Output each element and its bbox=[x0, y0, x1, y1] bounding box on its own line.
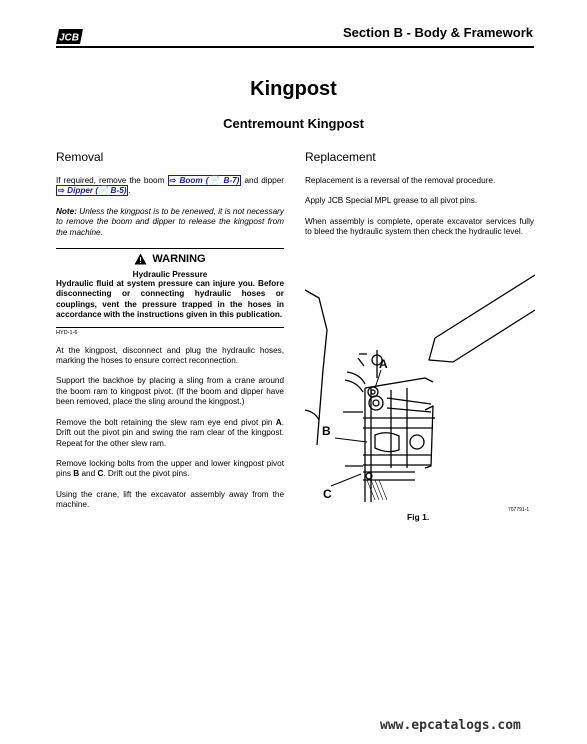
pin-b-ref: B bbox=[73, 469, 80, 479]
pin-c-ref: C bbox=[97, 469, 104, 479]
removal-step-lift: Using the crane, lift the excavator assembly away from the machine. bbox=[56, 489, 284, 510]
warning-topic: Hydraulic Pressure bbox=[132, 270, 208, 280]
page-subtitle: Centremount Kingpost bbox=[223, 116, 364, 131]
figure-caption: Fig 1. bbox=[407, 512, 430, 522]
replacement-step-grease: Apply JCB Special MPL grease to all pivot pins. bbox=[305, 196, 478, 206]
header-rule bbox=[56, 46, 534, 48]
link-arrow-icon: ⇨ bbox=[169, 176, 177, 185]
warning-triangle-icon bbox=[134, 253, 147, 265]
dipper-link[interactable]: ⇨ Dipper (📄 B-5) bbox=[58, 186, 127, 196]
warning-banner bbox=[56, 248, 284, 265]
removal-heading: Removal bbox=[56, 150, 104, 164]
warning-label: WARNING bbox=[152, 253, 206, 266]
replacement-step-reversal: Replacement is a reversal of the removal procedure. bbox=[305, 176, 496, 185]
figure-label-b: B bbox=[322, 424, 331, 438]
warning-code: HYD-1-6 bbox=[56, 329, 78, 336]
removal-column bbox=[56, 150, 284, 521]
footer-watermark: www.epcatalogs.com bbox=[380, 718, 521, 733]
figure-code: 707791-1 bbox=[508, 507, 530, 513]
section-title: Section B - Body & Framework bbox=[343, 25, 533, 40]
removal-step-sling: Support the backhoe by placing a sling from a crane around the boom ram to kingpost pivot. (If the boom and dipper have been removed, place the sling around the kingpost.) bbox=[56, 376, 284, 407]
removal-step-hoses: At the kingpost, disconnect and plug the hydraulic hoses, marking the hoses to ensure correct reconnection. bbox=[56, 345, 284, 366]
link-arrow-icon: ⇨ bbox=[58, 186, 65, 196]
replacement-column bbox=[305, 150, 534, 248]
replacement-heading: Replacement bbox=[305, 150, 376, 164]
removal-note: Note: Unless the kingpost is to be renewed, it is not necessary to remove the boom and dipper to release the kingpost from the machine. bbox=[56, 206, 284, 237]
figure-label-a: A bbox=[379, 357, 388, 371]
boom-link[interactable]: ⇨ Boom (📄 B-7) bbox=[169, 176, 240, 185]
removal-step-remove-boom: If required, remove the boom ⇨ Boom (📄 B-7) and dipper ⇨ Dipper (📄 B-5) . bbox=[56, 176, 284, 196]
warning-body: Hydraulic fluid at system pressure can injure you. Before disconnecting or connecting hydraulic hoses or couplings, vent the pressure trapped in the hoses in accordance with the instructions given in this publication. bbox=[56, 279, 284, 328]
page-title: Kingpost bbox=[250, 78, 337, 100]
pin-a-ref: A bbox=[275, 417, 282, 427]
svg-text:JCB: JCB bbox=[58, 32, 80, 44]
note-label: Note: bbox=[56, 206, 77, 216]
jcb-logo bbox=[56, 28, 84, 45]
removal-step-slew-ram: Remove the bolt retaining the slew ram eye end pivot pin A. Drift out the pivot pin and swing the ram clear of the kingpost. Repeat for the other slew ram. bbox=[56, 417, 284, 448]
kingpost-diagram bbox=[305, 270, 535, 505]
replacement-step-bleed: When assembly is complete, operate excavator services fully to bleed the hydraulic system then check the hydraulic level. bbox=[305, 216, 534, 237]
figure-label-c: C bbox=[323, 487, 332, 501]
removal-step-pivot-pins: Remove locking bolts from the upper and lower kingpost pivot pins B and C. Drift out the pivot pins. bbox=[56, 458, 284, 479]
